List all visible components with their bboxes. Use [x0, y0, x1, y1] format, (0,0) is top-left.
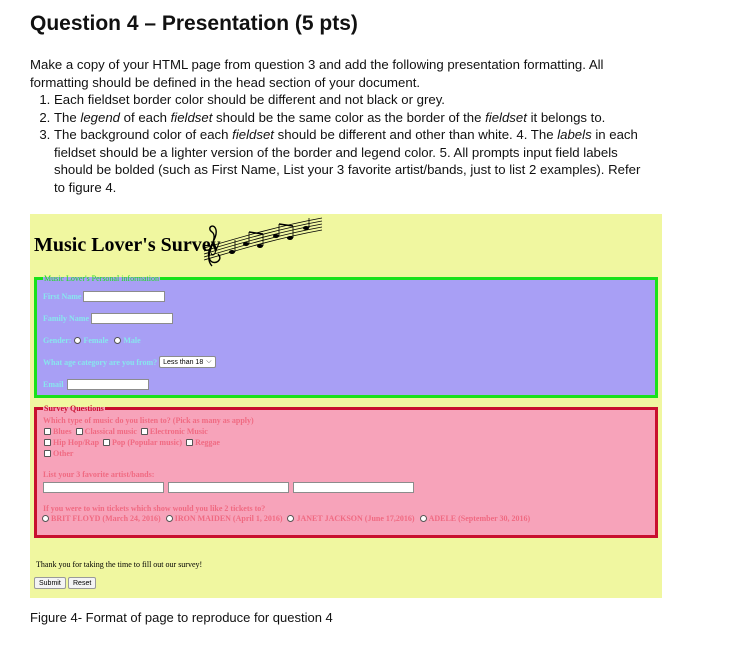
other-label: Other — [53, 449, 74, 458]
age-select-value: Less than 18 — [163, 358, 204, 366]
instruction-emphasis: fieldset — [170, 109, 213, 125]
music-options-row-3 — [43, 449, 73, 458]
family-name-row — [43, 313, 173, 324]
first-name-row — [43, 291, 165, 302]
classical-label: Classical music — [84, 427, 137, 436]
survey-questions-legend: Survey Questions — [44, 404, 104, 413]
instruction-item-3 — [54, 126, 650, 196]
gender-label: Gender: — [43, 336, 72, 345]
instruction-item-1-text: Each fieldset border color should be different and not black or grey. — [54, 92, 445, 107]
question-title: Question 4 – Presentation (5 pts) — [30, 12, 358, 35]
instructions — [30, 56, 650, 196]
show-4-label: ADELE (September 30, 2016) — [428, 514, 531, 523]
artists-prompt-row — [43, 470, 154, 479]
instruction-item-2 — [54, 109, 650, 127]
age-select[interactable] — [159, 356, 215, 368]
instruction-text: of each — [120, 109, 171, 125]
music-notes-icon — [198, 216, 326, 270]
submit-button[interactable]: Submit — [34, 577, 66, 589]
show-1-label: BRIT FLOYD (March 24, 2016) — [51, 514, 161, 523]
female-radio[interactable] — [74, 337, 81, 344]
electronic-label: Electronic Music — [149, 427, 208, 436]
show-2-label: IRON MAIDEN (April 1, 2016) — [174, 514, 283, 523]
music-options-row-1 — [43, 427, 208, 436]
music-options-row-2 — [43, 438, 220, 447]
show-4-radio[interactable] — [420, 515, 427, 522]
age-row — [43, 356, 216, 368]
tickets-prompt-label: If you were to win tickets which show would you like 2 tickets to? — [43, 504, 266, 513]
male-label: Male — [123, 336, 141, 345]
personal-info-fieldset — [34, 274, 658, 398]
hiphop-label: Hip Hop/Rap — [53, 438, 100, 447]
instruction-text: should be different and other than white. 4. The — [273, 127, 558, 142]
tickets-options-row — [39, 514, 530, 523]
show-2-radio[interactable] — [166, 515, 173, 522]
age-label: What age category are you from? — [43, 357, 158, 367]
thanks-message: Thank you for taking the time to fill out our survey! — [36, 560, 203, 569]
instruction-emphasis: labels — [557, 127, 592, 142]
email-row — [43, 379, 149, 390]
electronic-checkbox[interactable] — [141, 428, 148, 435]
gender-row — [43, 336, 141, 345]
male-radio[interactable] — [114, 337, 121, 344]
first-name-label: First Name — [43, 292, 82, 301]
female-label: Female — [83, 336, 109, 345]
artist-2-input[interactable] — [168, 482, 289, 493]
instruction-text: The background color of each — [54, 127, 233, 142]
email-input[interactable] — [67, 379, 149, 390]
pop-checkbox[interactable] — [103, 439, 110, 446]
artists-prompt-label: List your 3 favorite artist/bands: — [43, 470, 155, 479]
personal-info-legend: Music Lover's Personal information — [44, 274, 159, 283]
email-label: Email — [43, 380, 64, 389]
reggae-label: Reggae — [195, 438, 220, 447]
instructions-intro: Make a copy of your HTML page from question 3 and add the following presentation formatting. All formatting should be defined in the head section of your document. — [30, 57, 604, 90]
instructions-list — [30, 91, 650, 196]
show-3-radio[interactable] — [287, 515, 294, 522]
blues-checkbox[interactable] — [44, 428, 51, 435]
first-name-input[interactable] — [83, 291, 165, 302]
survey-title: Music Lover's Survey — [34, 234, 221, 256]
instruction-emphasis: fieldset — [232, 127, 274, 142]
artist-3-input[interactable] — [293, 482, 414, 493]
instruction-item-1 — [54, 91, 650, 109]
music-prompt-label: Which type of music do you listen to? (Pick as many as apply) — [43, 416, 254, 425]
artist-1-input[interactable] — [43, 482, 164, 493]
chevron-down-icon: ⌵ — [206, 358, 212, 365]
instruction-text: it belongs to. — [526, 109, 606, 125]
instruction-text: in each fieldset should be a lighter version of the border and legend color. 5. All prompts input field labels should be bolded (such as First Name, List your 3 favorite artist/bands, just to list 2 examples). Refer to figure 4. — [54, 127, 641, 195]
reggae-checkbox[interactable] — [186, 439, 193, 446]
blues-label: Blues — [53, 427, 72, 436]
instruction-text: should be the same color as the border of the — [212, 109, 486, 125]
pop-label: Pop (Popular music) — [112, 438, 183, 447]
hiphop-checkbox[interactable] — [44, 439, 51, 446]
instruction-text: The — [54, 109, 81, 125]
classical-checkbox[interactable] — [76, 428, 83, 435]
survey-questions-fieldset — [34, 404, 658, 538]
music-prompt-row — [43, 416, 254, 425]
show-1-radio[interactable] — [42, 515, 49, 522]
family-name-label: Family Name — [43, 314, 89, 323]
show-3-label: JANET JACKSON (June 17,2016) — [296, 514, 415, 523]
artists-inputs-row — [41, 482, 414, 493]
instruction-emphasis: fieldset — [485, 109, 527, 125]
family-name-input[interactable] — [91, 313, 173, 324]
reset-button[interactable]: Reset — [68, 577, 96, 589]
other-checkbox[interactable] — [44, 450, 51, 457]
survey-figure — [30, 214, 662, 598]
instruction-emphasis: legend — [80, 109, 120, 125]
tickets-prompt-row — [43, 504, 265, 513]
figure-caption: Figure 4- Format of page to reproduce for question 4 — [30, 610, 333, 625]
